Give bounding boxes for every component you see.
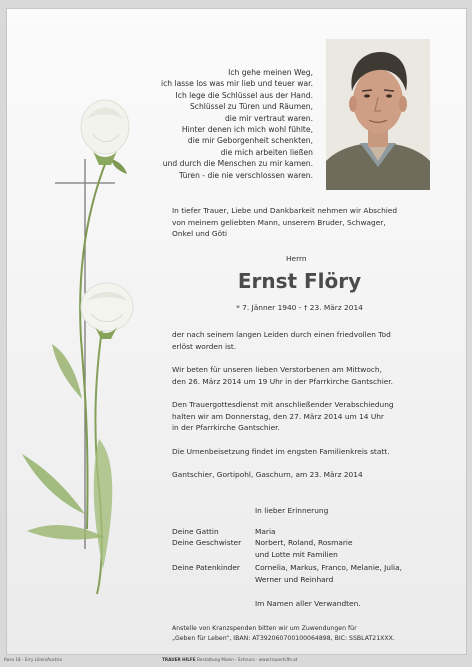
relative-names: Norbert, Roland, Rosmarie <box>255 538 353 547</box>
donation-note <box>172 624 395 643</box>
paragraph-line: der nach seinem langen Leiden durch einen friedvollen Tod <box>172 330 391 339</box>
intro-line: von meinem geliebten Mann, unserem Bruder, Schwager, <box>172 217 386 227</box>
life-dates: * 7. Jänner 1940 - † 23. März 2014 <box>236 303 363 312</box>
footer-publisher-text: Bestattung Moein · Schruns · www.trauerhilfe.at <box>196 657 298 662</box>
poem-line: Ich gehe meinen Weg, <box>228 68 313 77</box>
relative-role: Deine Gattin <box>172 527 219 536</box>
poem-line: die mir Geborgenheit schenkten, <box>187 136 313 146</box>
rose-lower <box>81 283 133 339</box>
paragraph-line: Den Trauergottesdienst mit anschließender Verabschiedung <box>172 400 394 409</box>
paragraph-line: Wir beten für unseren lieben Verstorbenen am Mittwoch, <box>172 365 382 374</box>
poem-line: Ich lege die Schlüssel aus der Hand. <box>175 90 313 100</box>
deceased-name: Ernst Flöry <box>237 269 362 293</box>
intro-text <box>172 205 397 240</box>
poem-line: die mich arbeiten ließen <box>220 147 313 157</box>
obituary-card <box>6 8 467 655</box>
paragraph-line: erlöst worden ist. <box>172 341 237 351</box>
paragraph-prayer <box>172 364 393 387</box>
intro-line: Onkel und Göti <box>172 229 228 239</box>
poem-line: und durch die Menschen zu mir kamen. <box>162 159 313 169</box>
honorific: Herrn <box>286 254 307 263</box>
place-and-date: Gantschier, Gortipohl, Gaschurn, am 23. März 2014 <box>172 470 363 479</box>
poem-line: ich lasse los was mir lieb und teuer war. <box>160 79 313 89</box>
poem <box>117 67 313 181</box>
footer-publisher <box>162 657 297 662</box>
paragraph-passing <box>172 329 391 352</box>
footer-brand: TRAUER HILFE <box>162 657 196 662</box>
portrait-photo <box>326 39 430 190</box>
note-line: Anstelle von Kranzspenden bitten wir um Zuwendungen für <box>172 625 357 632</box>
relative-names: Maria <box>255 527 276 536</box>
relative-role: Deine Patenkinder <box>172 563 240 572</box>
relative-role: Deine Geschwister <box>172 538 242 547</box>
relative-names: Werner und Reinhard <box>255 575 334 584</box>
closing-phrase: In lieber Erinnerung <box>255 506 329 515</box>
poem-line: Schlüssel zu Türen und Räumen, <box>189 102 313 112</box>
paragraph-burial: Die Urnenbeisetzung findet im engsten Familienkreis statt. <box>172 447 390 456</box>
poem-line: die mir vertraut waren. <box>224 113 313 123</box>
paragraph-line: den 26. März 2014 um 19 Uhr in der Pfarrkirche Gantschier. <box>172 376 394 386</box>
paragraph-funeral-service <box>172 399 394 434</box>
regards-line: Im Namen aller Verwandten. <box>255 599 361 608</box>
relative-names: und Lotte mit Familien <box>255 550 338 559</box>
note-line: „Geben für Leben“, IBAN: AT392060700100064898, BIC: SSBLAT21XXX. <box>172 634 395 642</box>
intro-line: In tiefer Trauer, Liebe und Dankbarkeit nehmen wir Abschied <box>172 206 398 215</box>
poem-line: Hinter denen ich mich wohl fühlte, <box>181 125 313 135</box>
relative-names: Cornelia, Markus, Franco, Melanie, Julia, <box>255 563 402 572</box>
footer-credit: Rose 18 - Erry Lilien/Austria <box>4 657 62 662</box>
paragraph-line: halten wir am Donnerstag, den 27. März 2014 um 14 Uhr <box>172 411 384 421</box>
portrait-illustration <box>326 39 430 190</box>
paragraph-line: in der Pfarrkirche Gantschier. <box>172 423 280 433</box>
poem-line: Türen - die nie verschlossen waren. <box>179 170 313 180</box>
